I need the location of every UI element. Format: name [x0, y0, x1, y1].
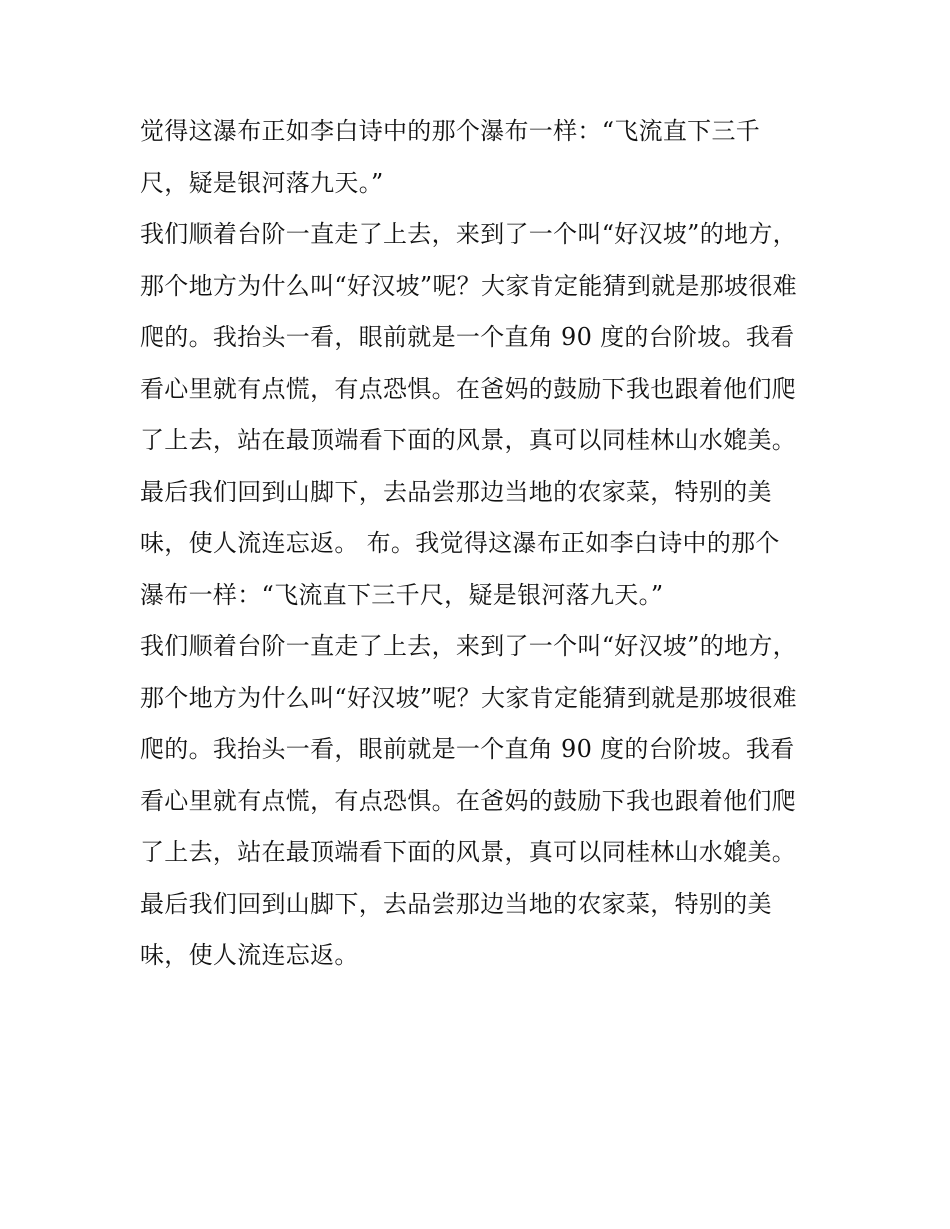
text-line: 爬的。我抬头一看，眼前就是一个直角 90 度的台阶坡。我看 — [140, 323, 795, 351]
body-text — [140, 106, 840, 982]
text-line: 味，使人流连忘返。 — [140, 941, 359, 969]
text-line: 觉得这瀑布正如李白诗中的那个瀑布一样：“飞流直下三千 — [140, 117, 761, 145]
text-line: 了上去，站在最顶端看下面的风景，真可以同桂林山水媲美。 — [140, 426, 797, 454]
text-line: 味，使人流连忘返。 布。我觉得这瀑布正如李白诗中的那个 — [140, 529, 780, 557]
text-line: 我们顺着台阶一直走了上去，来到了一个叫“好汉坡”的地方， — [140, 632, 797, 660]
text-line: 看心里就有点慌，有点恐惧。在爸妈的鼓励下我也跟着他们爬 — [140, 786, 797, 815]
text-line: 最后我们回到山脚下，去品尝那边当地的农家菜，特别的美 — [140, 889, 772, 918]
text-line: 最后我们回到山脚下，去品尝那边当地的农家菜，特别的美 — [140, 477, 772, 506]
text-line: 我们顺着台阶一直走了上去，来到了一个叫“好汉坡”的地方， — [140, 220, 797, 248]
text-line: 看心里就有点慌，有点恐惧。在爸妈的鼓励下我也跟着他们爬 — [140, 374, 797, 403]
text-line: 那个地方为什么叫“好汉坡”呢？大家肯定能猜到就是那坡很难 — [140, 271, 797, 300]
text-line: 爬的。我抬头一看，眼前就是一个直角 90 度的台阶坡。我看 — [140, 735, 795, 763]
text-line: 了上去，站在最顶端看下面的风景，真可以同桂林山水媲美。 — [140, 838, 797, 866]
text-line: 瀑布一样：“飞流直下三千尺，疑是银河落九天。” — [140, 580, 664, 609]
text-line: 尺，疑是银河落九天。” — [140, 168, 384, 197]
text-line: 那个地方为什么叫“好汉坡”呢？大家肯定能猜到就是那坡很难 — [140, 683, 797, 712]
